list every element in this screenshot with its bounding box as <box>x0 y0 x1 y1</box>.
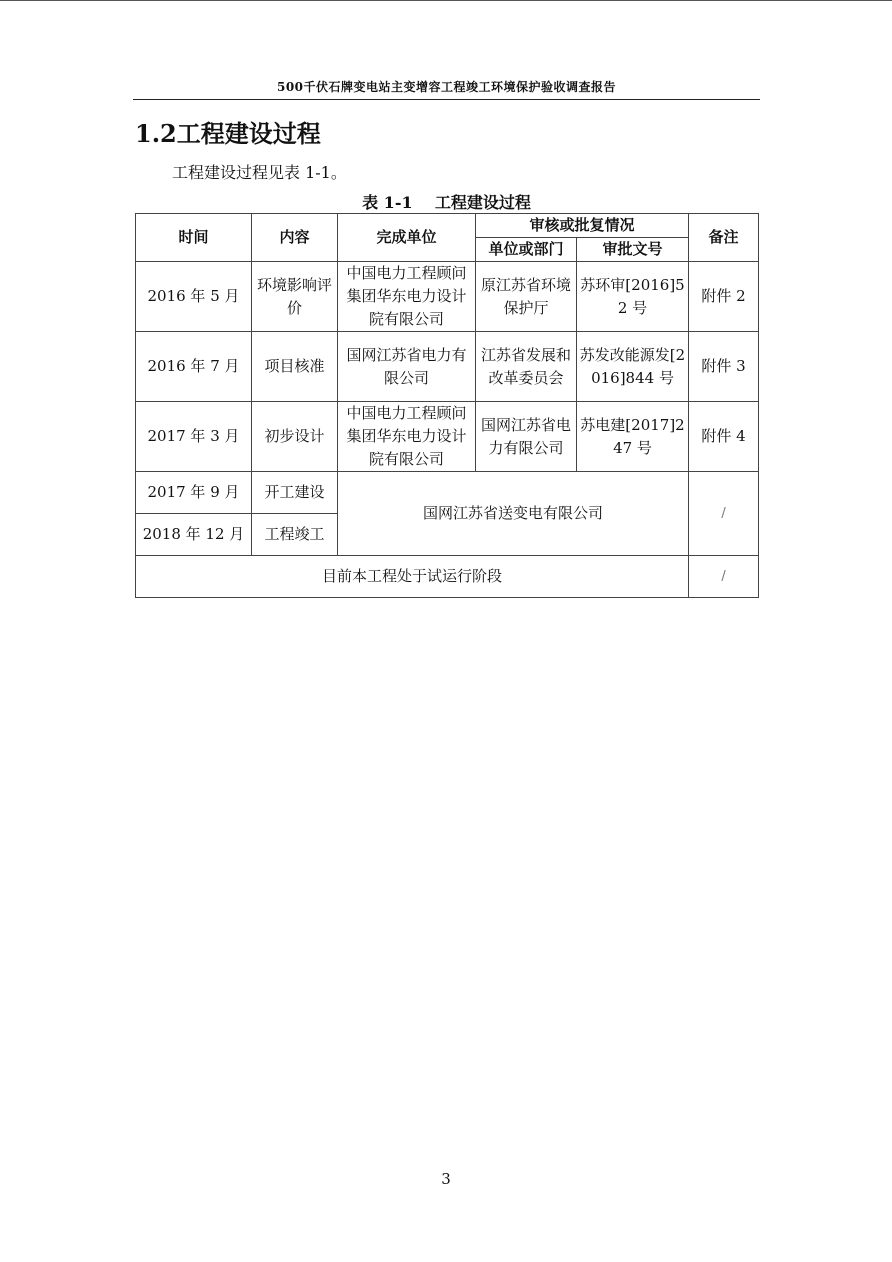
cell-time: 2016 年 5 月 <box>136 262 252 332</box>
table-caption: 表 1-1 工程建设过程 <box>362 193 531 212</box>
cell-remark: / <box>689 472 759 556</box>
cell-dept: 原江苏省环境保护厅 <box>476 262 577 332</box>
cell-remark: / <box>689 556 759 598</box>
cell-trial-status: 目前本工程处于试运行阶段 <box>136 556 689 598</box>
header-dept: 单位或部门 <box>476 238 577 262</box>
construction-process-table <box>135 213 759 598</box>
cell-dept: 江苏省发展和改革委员会 <box>476 332 577 402</box>
table-row <box>136 402 759 472</box>
table-row <box>136 556 759 598</box>
cell-unit: 国网江苏省电力有限公司 <box>338 332 476 402</box>
cell-construction-unit: 国网江苏省送变电有限公司 <box>338 472 689 556</box>
cell-remark: 附件 4 <box>689 402 759 472</box>
header-review: 审核或批复情况 <box>476 214 689 238</box>
header-time: 时间 <box>136 214 252 262</box>
header-content: 内容 <box>252 214 338 262</box>
cell-remark: 附件 3 <box>689 332 759 402</box>
cell-content: 项目核准 <box>252 332 338 402</box>
cell-unit: 中国电力工程顾问集团华东电力设计院有限公司 <box>338 402 476 472</box>
cell-doc: 苏环审[2016]52 号 <box>577 262 689 332</box>
page-top-border <box>0 0 892 1</box>
cell-remark: 附件 2 <box>689 262 759 332</box>
cell-content: 工程竣工 <box>252 514 338 556</box>
page-number: 3 <box>441 1170 451 1188</box>
cell-dept: 国网江苏省电力有限公司 <box>476 402 577 472</box>
running-header: 500千伏石牌变电站主变增容工程竣工环境保护验收调查报告 <box>276 80 617 94</box>
header-rule <box>133 99 760 100</box>
cell-doc: 苏发改能源发[2016]844 号 <box>577 332 689 402</box>
table-row <box>136 472 759 514</box>
cell-doc: 苏电建[2017]247 号 <box>577 402 689 472</box>
cell-content: 初步设计 <box>252 402 338 472</box>
cell-time: 2018 年 12 月 <box>136 514 252 556</box>
table-header-row <box>136 214 759 238</box>
cell-time: 2016 年 7 月 <box>136 332 252 402</box>
table-row <box>136 262 759 332</box>
cell-content: 环境影响评价 <box>252 262 338 332</box>
section-title: 1.2工程建设过程 <box>135 119 321 148</box>
header-unit: 完成单位 <box>338 214 476 262</box>
cell-time: 2017 年 9 月 <box>136 472 252 514</box>
header-doc: 审批文号 <box>577 238 689 262</box>
header-remark: 备注 <box>689 214 759 262</box>
cell-content: 开工建设 <box>252 472 338 514</box>
table-row <box>136 332 759 402</box>
intro-paragraph: 工程建设过程见表 1-1。 <box>172 163 347 182</box>
cell-time: 2017 年 3 月 <box>136 402 252 472</box>
cell-unit: 中国电力工程顾问集团华东电力设计院有限公司 <box>338 262 476 332</box>
